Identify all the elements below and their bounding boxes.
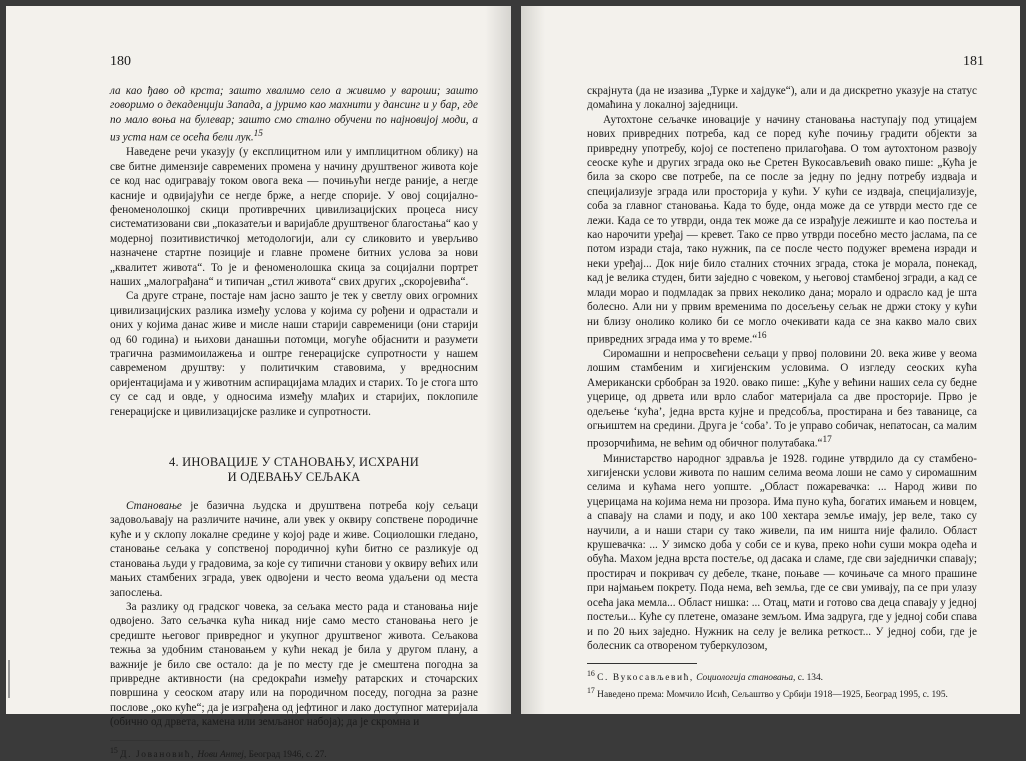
footnote xyxy=(587,668,977,685)
left-page xyxy=(6,6,511,760)
body-paragraph: За разлику од градског човека, за сељака место рада и становања није одвојено. Зато сељачка кућа никад није само место становања него је средиште његовог привредног и укупног друштвеног живота. Сељакова тежња за удобним становањем у кући некад је била у другом плану, а важније је било све остало: да је по месту где је смештена погодна за привредне активности (на средокраћи између ратарских и сточарских површина у сеоском атару или на породичном поседу, погодна за разне послове „око куће“; да је изграђена од јефтиног и лако доступног материјала (обично од дрвета, камена или земљаног набоја); да је скромна и xyxy=(110,600,478,729)
page-number: 181 xyxy=(963,54,984,69)
page-number: 180 xyxy=(110,54,131,69)
paragraph-text: Аутохтоне сељачке иновације у начину становања наступају под утицајем нових привредних потреба, кад се поред куће почињу градити објекти за привредну употребу, којој се постепено прилагођава. О том аутохтоном развоју сеоске куће и других зграда око ње Сретен Вукосављевић овако пише: „Кућа је била за скоро све потребе, па се после за једну по једну потребу издваја и специјализује зграда или просторија у кући. У кући се издваја, специјализује, соба за главног становања. Када то буде, онда може да се утврди место где се лежи. Када се то утврди, онда тек може да се израђује лежиште и као постеља и као нарочити уређај — кревет. Тако се прво утврди посебно место јаслама, па се потом изради стаја, тако нужник, па се после често подужег времена изради и неки уређај... Док није било сталних сточних зграда, стока је морала, понекад, кад је велика студен, бити заједно с човеком, у његовој стамбеној згради, а кад се млади морао и подмладак за првих неколико дана; морало и одрасло кад је шта болесно. Али ни у првим временима по досељењу сељак не држи стоку у кући ни близу онолико колико би се могло очекивати када се зна какво мало свих привредних зграда има у то време.“ xyxy=(587,113,977,346)
body-paragraph xyxy=(587,347,977,452)
page-edge-mark xyxy=(8,660,10,698)
body-paragraph xyxy=(110,499,478,600)
footnote-ref: 17 xyxy=(822,435,832,446)
footnote-number: 17 xyxy=(587,685,595,695)
gutter-shadow xyxy=(485,6,511,714)
body-paragraph: Наведене речи указују (у експлицитном или у имплицитном облику) на све битне димензије савремених промена у начину друштвеног живота које се код нас одигравају током овога века — почињући негде раније, а негде касније и одвијајући се негде брже, а негде спорије. У овој социјално-феноменолошкој скици противречних цивилизацијских процеса нису систематизовани сви „показатељи и варијабле друштвеног благостања“ као у модерној позитивистичкој методологији, али су сликовито и уверљиво назначене стартне позиције и главне промене битних услова за нови „квалитет живота“. То је и феноменолошка скица за социјални портрет наших „малограђана“ и типичан „стил живота“ свих других „скоројевића“. xyxy=(110,146,478,289)
footnote-rest: Наведено према: Момчило Исић, Сељаштво у Србији 1918—1925, Београд 1995, с. 195. xyxy=(597,690,948,701)
section-heading xyxy=(110,455,478,485)
footnote-rule xyxy=(110,740,220,741)
gutter-shadow xyxy=(521,6,545,714)
right-page xyxy=(521,6,1020,714)
heading-line: И ОДЕВАЊУ СЕЉАКА xyxy=(227,470,361,485)
body-paragraph: скрајнута (да не изазива „Турке и хајдуке“), али и да дискретно указује на статус домаћина у локалној заједници. xyxy=(587,85,977,112)
emphasis-word: Становање xyxy=(126,500,182,513)
paragraph-text: је базична људска и друштвена потреба коју сељаци задовољавају на различите начине, али увек у оквиру сопствене породичне куће и у склопу локалне средине у којој раде и живе. Социолошки гледано, становање сељака у сопственој породичној кући битно се разликује од становања људи у градовима, за које су типични станови у оквиру већих или мањих стамбених зграда, увек одвојени и често веома удаљени од места запослења. xyxy=(110,500,478,599)
body-paragraph: Министарство народног здравља је 1928. године утврдило да су стамбено-хигијенски услови живота по нашим селима веома лоши не само у сиромашним селима и кућама него уопште. „Област пожаревачка: ... Народ живи по уцерицама на којима нема ни прозора. Има пуно кућа, богатих имањем и новцем, а спавају на слами и поду, и ако 100 хектара земље имају, јер веле, тако су научили, а и наши стари су тако живели, па им ништа није фалило. Област крушевачка: ... У зимско доба у соби се и кува, преко ноћи суши мокра одећа и обућа. Махом једна врста постеље, од дасака и сламе, где сви заједнички спавају; простирач и покривач су дебеле, ткане, поњаве — кочињаче са много прашине при најмањем покрету. Пода нема, већ земља, где се сви умивају, па се при улазу осећа јака мемла... Област нишка: ... Отац, мати и готово сва деца спавају у једној постељи... Куће су плетене, омазане земљом. Има задруга, где у једној соби спава и по 20 њих заједно. Нужник на селу је велика реткост... У једној соби, где је болесник са отвореном туберкулозом, xyxy=(587,452,977,652)
footnote-title: Нови Антеј, xyxy=(197,749,247,760)
footnote xyxy=(110,745,478,761)
heading-line: 4. ИНОВАЦИЈЕ У СТАНОВАЊУ, ИСХРАНИ xyxy=(169,455,419,470)
footnote-number: 16 xyxy=(587,669,595,679)
left-body xyxy=(110,84,478,761)
quote-paragraph xyxy=(110,84,478,145)
body-paragraph: Са друге стране, постаје нам јасно зашто је тек у светлу ових огромних цивилизацијских разлика између услова у којима су рођени и одрастали и оних у којима данас живе и мисле наши старији савременици (они старији од 60 година) и њихови данашњи потомци, могуће објаснити и разумети трагична размимоилажења и оштре генерацијске супротности у нашем савременом друштву: у политичким ставовима, у вредносним оријентацијама и у животним аспирацијама младих и старих. То је стога што су се сад и овде, у односима између млађих и старијих, поклопиле генерацијске и цивилизацијске разлике и супротности. xyxy=(110,290,478,418)
quote-text: ла као ђаво од крста; зашто хвалимо село а живимо у вароши; зашто говоримо о декаденцији Запада, а јуримо као махнити у дансинг и у бар, где по мало воња на булевар; зашто смо стално обучени по најновијој моди, а из уста нам се осећа бели лук. xyxy=(110,85,478,144)
footnote-ref: 16 xyxy=(757,330,767,341)
footnote-title: Социологија становања, xyxy=(696,673,796,684)
footnote-rest: Београд 1946, с. 27. xyxy=(248,749,327,760)
footnote-number: 15 xyxy=(110,745,118,755)
footnote-rule xyxy=(587,663,697,664)
right-body xyxy=(587,84,977,702)
footnote-author: С. Вукосављевић, xyxy=(597,673,694,684)
footnote-rest: с. 134. xyxy=(797,673,823,684)
footnote-author: Д. Јовановић, xyxy=(120,749,196,760)
footnote-ref: 15 xyxy=(253,129,263,140)
footnote xyxy=(587,685,977,702)
body-paragraph xyxy=(587,113,977,347)
paragraph-text: Сиромашни и непросвећени сељаци у првој половини 20. века живе у веома лошим стамбеним и хигијенским условима. О изгледу сеоских кућа Американски србобран за 1920. овако пише: „Куће у већини наших села су беднe уцерице, од дрвета или врло слабог материјала са две просторије. Прво је одељење ‘кућа’, једна врста кујне и предсобља, простирана и без таванице, са огњиштем на средини. Друга је ‘соба’. То је управо собичак, непатосан, са малим прозорчићима, не већим од обичног полутабака.“ xyxy=(587,348,977,451)
